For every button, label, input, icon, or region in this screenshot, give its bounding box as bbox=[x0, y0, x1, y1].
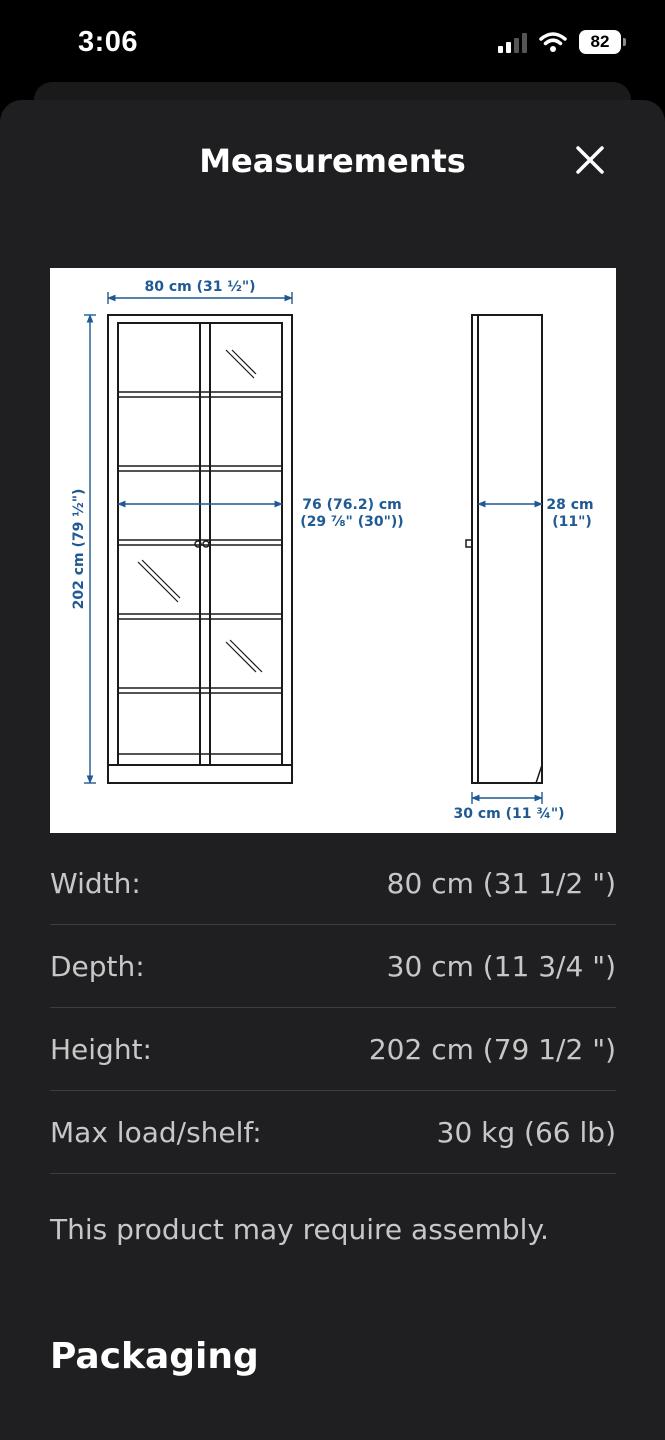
packaging-heading: Packaging bbox=[50, 1336, 259, 1377]
inner-width-label-2: (29 ⅞" (30")) bbox=[300, 514, 404, 530]
wifi-icon bbox=[539, 31, 567, 53]
dimensions-table bbox=[50, 842, 616, 1174]
dimension-row-height bbox=[50, 1008, 616, 1091]
depth-dimension-label: 30 cm (11 ¾") bbox=[453, 806, 565, 822]
measurements-sheet bbox=[0, 100, 665, 1440]
bookcase-diagram-svg bbox=[50, 268, 616, 833]
dimension-label: Width: bbox=[50, 866, 141, 900]
dimension-row-max-load bbox=[50, 1091, 616, 1174]
dimension-value: 80 cm (31 1/2 ") bbox=[386, 866, 616, 900]
battery-icon bbox=[579, 30, 621, 54]
dimension-value: 30 cm (11 3/4 ") bbox=[386, 949, 616, 983]
close-button[interactable] bbox=[570, 140, 610, 180]
dimension-row-width bbox=[50, 842, 616, 925]
status-icons bbox=[498, 30, 621, 54]
front-view bbox=[108, 315, 292, 783]
side-view bbox=[466, 315, 542, 783]
dimension-row-depth bbox=[50, 925, 616, 1008]
dimension-label: Max load/shelf: bbox=[50, 1115, 262, 1149]
dimension-label: Depth: bbox=[50, 949, 145, 983]
height-dimension-label: 202 cm (79 ½") bbox=[71, 488, 87, 610]
dimension-value: 202 cm (79 1/2 ") bbox=[368, 1032, 616, 1066]
inner-depth-label-2: (11") bbox=[552, 514, 592, 530]
measurement-diagram bbox=[50, 268, 616, 833]
sheet-title: Measurements bbox=[199, 142, 466, 180]
battery-level: 82 bbox=[590, 32, 610, 51]
dimension-value: 30 kg (66 lb) bbox=[436, 1115, 616, 1149]
status-time: 3:06 bbox=[78, 26, 139, 58]
inner-depth-label-1: 28 cm bbox=[546, 497, 594, 513]
close-icon bbox=[575, 145, 605, 175]
status-bar bbox=[0, 0, 665, 90]
inner-width-label-1: 76 (76.2) cm bbox=[302, 497, 402, 513]
dimension-label: Height: bbox=[50, 1032, 152, 1066]
width-dimension-label: 80 cm (31 ½") bbox=[144, 279, 256, 295]
assembly-note: This product may require assembly. bbox=[50, 1213, 549, 1246]
cellular-signal-icon bbox=[498, 31, 527, 53]
